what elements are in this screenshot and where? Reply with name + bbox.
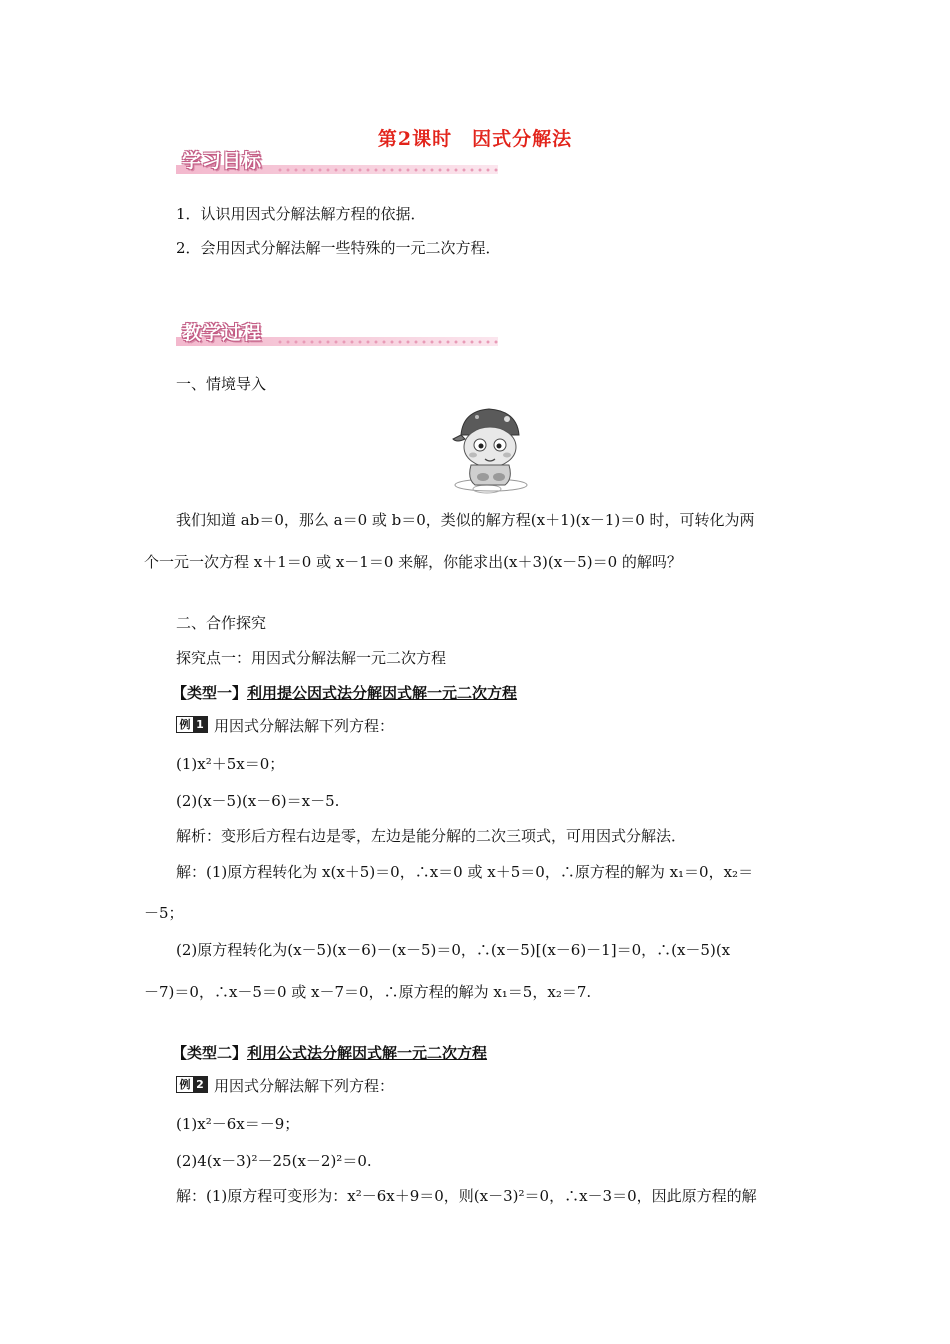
page-title: 第2课时 因式分解法: [377, 128, 573, 150]
type2-heading: [172, 1043, 487, 1063]
type1-tag: 【类型一】: [172, 684, 248, 702]
type1-text: 利用提公因式法分解因式解一元二次方程: [247, 684, 518, 702]
process-label: 教学过程: [182, 322, 263, 344]
ex1-analysis: 解析：变形后方程右边是零，左边是能分解的二次三项式，可用因式分解法．: [176, 827, 687, 845]
banner-dots: [276, 339, 498, 345]
goals-banner: [176, 148, 498, 174]
ex1-solution-2b: －7)＝0，∴x－5＝0 或 x－7＝0，∴原方程的解为 x₁＝5，x₂＝7.: [144, 983, 592, 1001]
example2-prompt-line: [176, 1076, 394, 1096]
part2-heading: 二、合作探究: [176, 614, 267, 632]
type2-text: 利用公式法分解因式解一元二次方程: [247, 1044, 488, 1062]
intro-line-2: 个一元一次方程 x＋1＝0 或 x－1＝0 来解，你能求出(x＋3)(x－5)＝0 的解吗？: [144, 553, 682, 571]
example-badge: [176, 1076, 208, 1093]
example1-prompt-line: [176, 716, 394, 736]
example-badge: [176, 716, 208, 733]
ex1-q1: (1)x²＋5x＝0；: [176, 755, 285, 773]
process-banner: [176, 320, 498, 346]
example-badge-label: 例: [177, 1077, 193, 1092]
goal-2: 2．会用因式分解法解一些特殊的一元二次方程．: [176, 239, 501, 257]
cartoon-child-icon: [447, 405, 535, 495]
type1-heading: [172, 683, 517, 703]
example-badge-number: 2: [193, 1077, 207, 1092]
ex1-q2: (2)(x－5)(x－6)＝x－5.: [176, 792, 340, 810]
ex2-q1: (1)x²－6x＝－9；: [176, 1115, 300, 1133]
type2-tag: 【类型二】: [172, 1044, 248, 1062]
ex2-q2: (2)4(x－3)²－25(x－2)²＝0.: [176, 1152, 372, 1170]
example1-prompt: 用因式分解法解下列方程：: [214, 717, 395, 735]
ex1-solution-1a: 解：(1)原方程转化为 x(x＋5)＝0，∴x＝0 或 x＋5＝0，∴原方程的解为 x₁＝0，x₂＝: [176, 863, 754, 881]
goals-label: 学习目标: [182, 150, 263, 172]
ex1-solution-2a: (2)原方程转化为(x－5)(x－6)－(x－5)＝0，∴(x－5)[(x－6)－1]＝0，∴(x－5)(x: [176, 941, 731, 959]
example-badge-label: 例: [177, 717, 193, 732]
banner-dots: [276, 167, 498, 173]
ex2-solution-1: 解：(1)原方程可变形为：x²－6x＋9＝0，则(x－3)²＝0，∴x－3＝0，因此原方程的解: [176, 1187, 757, 1205]
example2-prompt: 用因式分解法解下列方程：: [214, 1077, 395, 1095]
intro-line-1: 我们知道 ab＝0，那么 a＝0 或 b＝0，类似的解方程(x＋1)(x－1)＝0 时，可转化为两: [176, 511, 755, 529]
ex1-solution-1b: －5；: [144, 904, 184, 922]
example-badge-number: 1: [193, 717, 207, 732]
part1-heading: 一、情境导入: [176, 375, 267, 393]
exploration-point-1: 探究点一：用因式分解法解一元二次方程: [176, 649, 447, 667]
goal-1: 1．认识用因式分解法解方程的依据．: [176, 205, 426, 223]
